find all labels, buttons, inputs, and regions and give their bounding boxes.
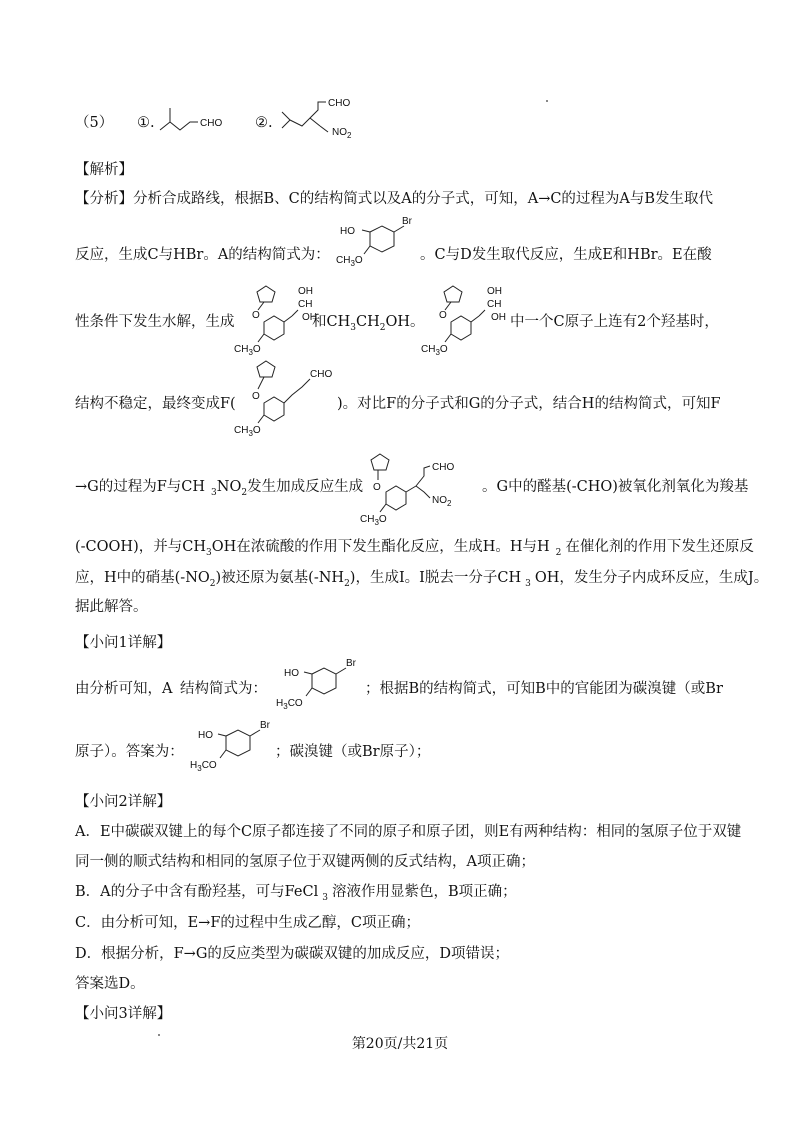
q2-answer: 答案选D。: [75, 976, 145, 992]
label-o: O: [252, 391, 260, 402]
q3-heading: 【小问3详解】: [75, 1006, 172, 1022]
q5-option2-structure: [280, 92, 370, 148]
svg-text:NO2: $NO_2$: [432, 495, 452, 508]
analysis-line-5: [75, 478, 749, 502]
structure-diol-2: [415, 280, 515, 355]
label-h3co: H: [276, 698, 284, 709]
q2-option-a-line-1: A．E中碳碳双键上的每个C原子都连接了不同的原子和原子团，则E有两种结构：相同的氢原子位于双键: [75, 824, 742, 840]
analysis-line-7: [75, 569, 768, 593]
label-br: Br: [346, 658, 356, 669]
q1-line-2a: 原子）。答案为：: [75, 744, 184, 760]
label-ch: CH: [298, 299, 313, 310]
q5-label: （5）: [75, 115, 114, 131]
analysis-line-5a-sub: 3: [211, 487, 217, 498]
label-br: Br: [260, 720, 270, 731]
structure-G: [358, 448, 468, 528]
jiexi-heading: 【解析】: [75, 162, 133, 178]
analysis-line-6a-sub: 3: [205, 547, 212, 558]
analysis-line-3: [75, 313, 719, 333]
label-ch3o: CH: [360, 514, 375, 525]
label-ch3o: CH: [421, 344, 436, 355]
q1-line-1: [75, 680, 723, 698]
svg-text:H3CO: $H_3CO$: [276, 698, 303, 711]
analysis-line-4: [75, 395, 721, 413]
analysis-line-6a: (-COOH)，并与CH: [75, 539, 206, 555]
svg-text:CH3O: $CH_3O$: [336, 255, 363, 268]
q2-heading: 【小问2详解】: [75, 794, 172, 810]
analysis-line-7b-sub: 2: [344, 578, 350, 589]
analysis-line-5b-sub: 2: [241, 487, 248, 498]
q2-option-c: C．由分析可知，E→F的过程中生成乙醇，C项正确；: [75, 915, 420, 931]
analysis-line-4b: )。对比F的分子式和G的分子式，结合H的结构简式，可知F: [337, 396, 721, 412]
analysis-line-7b: )被还原为氨基(-NH: [215, 570, 345, 586]
analysis-line-6b-sub: 2: [555, 547, 562, 558]
q2-option-d: D．根据分析，F→G的反应类型为碳碳双键的加成反应，D项错误；: [75, 946, 510, 962]
label-ch3o: CH: [234, 344, 249, 355]
q5-option1-structure: [160, 102, 240, 138]
structure-A-q1: [276, 658, 372, 711]
label-o: O: [252, 310, 260, 321]
svg-text:H3CO: $H_3CO$: [190, 760, 217, 773]
analysis-line-4a: 结构不稳定，最终变成F(: [75, 396, 236, 412]
label-oh-2: OH: [302, 312, 317, 323]
analysis-line-5b: NO: [216, 479, 242, 495]
analysis-line-5d: 。G中的醛基(-CHO)被氧化剂氧化为羧基: [482, 479, 749, 495]
svg-text:CH3O: $CH_3O$: [234, 425, 261, 438]
analysis-line-7a-sub: 2: [209, 578, 216, 589]
label-h3co: H: [190, 760, 198, 771]
q5-option2-no2-sub: 2: [347, 131, 352, 140]
q1-line-2b: ；碳溴键（或Br原子）；: [275, 744, 431, 760]
label-ch: CH: [487, 299, 502, 310]
analysis-line-2b: 。C与D发生取代反应，生成E和HBr。E在酸: [420, 247, 712, 263]
q2-option-b-b: 溶液作用显紫色，B项正确；: [331, 884, 517, 900]
analysis-line-5c: 发生加成反应生成: [247, 479, 364, 495]
analysis-line-3b: 和CH: [312, 314, 351, 330]
q1-heading: 【小问1详解】: [75, 635, 172, 651]
analysis-line-2a: 反应，生成C与HBr。A的结构简式为：: [75, 247, 330, 263]
analysis-line-5a: →G的过程为F与CH: [75, 479, 206, 495]
q1-line-1c: ；根据B的结构简式，可知B中的官能团为碳溴键（或Br: [365, 681, 723, 697]
q5-option2-no2: NO: [332, 127, 347, 138]
label-cho: CHO: [310, 369, 333, 380]
analysis-line-1: 【分析】分析合成路线，根据B、C的结构简式以及A的分子式，可知，A→C的过程为A与B发生取代: [75, 191, 714, 207]
structure-F: [228, 355, 338, 438]
label-cho: CHO: [432, 462, 455, 473]
q1-line-1b: 结构简式为：: [180, 681, 267, 697]
analysis-line-6b: OH在浓硫酸的作用下发生酯化反应，生成H。H与H: [211, 539, 550, 555]
structure-A-inline: [336, 216, 440, 268]
page-footer: 第20页/共21页: [351, 1036, 449, 1052]
q5-option1-marker: ①.: [137, 115, 155, 131]
analysis-line-7a: 应，H中的硝基(-NO: [75, 570, 210, 586]
q5-option2-marker: ②.: [255, 115, 273, 131]
q2-option-b: [75, 883, 517, 907]
label-o: O: [373, 482, 381, 493]
label-o: O: [439, 310, 447, 321]
scan-speck: [546, 100, 548, 102]
analysis-line-3c: CH: [355, 314, 380, 330]
svg-text:CH3O: $CH_3O$: [360, 514, 387, 527]
q5-option2-cho: CHO: [328, 98, 351, 109]
label-oh: OH: [487, 286, 502, 297]
structure-A-answer: [190, 720, 286, 773]
q1-line-1a: 由分析可知，A: [75, 681, 173, 697]
analysis-line-3b-sub: 3: [350, 322, 356, 333]
analysis-line-8: 据此解答。: [75, 599, 148, 615]
analysis-line-3c-sub: 2: [379, 322, 386, 333]
label-ho: HO: [198, 730, 213, 741]
structure-diol-1: [228, 280, 318, 355]
label-oh: OH: [298, 286, 313, 297]
svg-text:NO2: [332, 127, 352, 140]
label-no2: NO: [432, 495, 447, 506]
label-ch3o: CH: [234, 425, 249, 436]
analysis-line-6: [75, 538, 754, 562]
analysis-line-3a: 性条件下发生水解，生成: [75, 314, 235, 330]
label-ho: HO: [340, 226, 355, 237]
analysis-line-6c: 在催化剂的作用下发生还原反: [565, 539, 754, 555]
label-ch3o: CH: [336, 255, 351, 266]
q2-option-b-a: B．A的分子中含有酚羟基，可与FeCl: [75, 884, 319, 900]
analysis-line-3e: 中一个C原子上连有2个羟基时，: [510, 314, 719, 330]
q2-option-b-sub: 3: [322, 892, 328, 903]
q5-option1-cho: CHO: [200, 118, 223, 129]
analysis-line-7d: OH，发生分子内成环反应，生成J。: [534, 570, 769, 586]
q1-line-2: [75, 743, 431, 761]
label-oh-2: OH: [491, 312, 506, 323]
q2-option-a-line-2: 同一侧的顺式结构和相同的氢原子位于双键两侧的反式结构，A项正确；: [75, 854, 535, 870]
analysis-line-7c: )，生成I。I脱去一分子CH: [349, 570, 522, 586]
label-br: Br: [402, 216, 412, 227]
svg-text:CH3O: $CH_3O$: [421, 344, 448, 357]
analysis-line-7c-sub: 3: [525, 578, 531, 589]
svg-text:CH3O: $CH_3O$: [234, 344, 261, 357]
scan-speck: [158, 1034, 160, 1036]
analysis-line-3d: OH。: [385, 314, 425, 330]
label-ho: HO: [284, 668, 299, 679]
